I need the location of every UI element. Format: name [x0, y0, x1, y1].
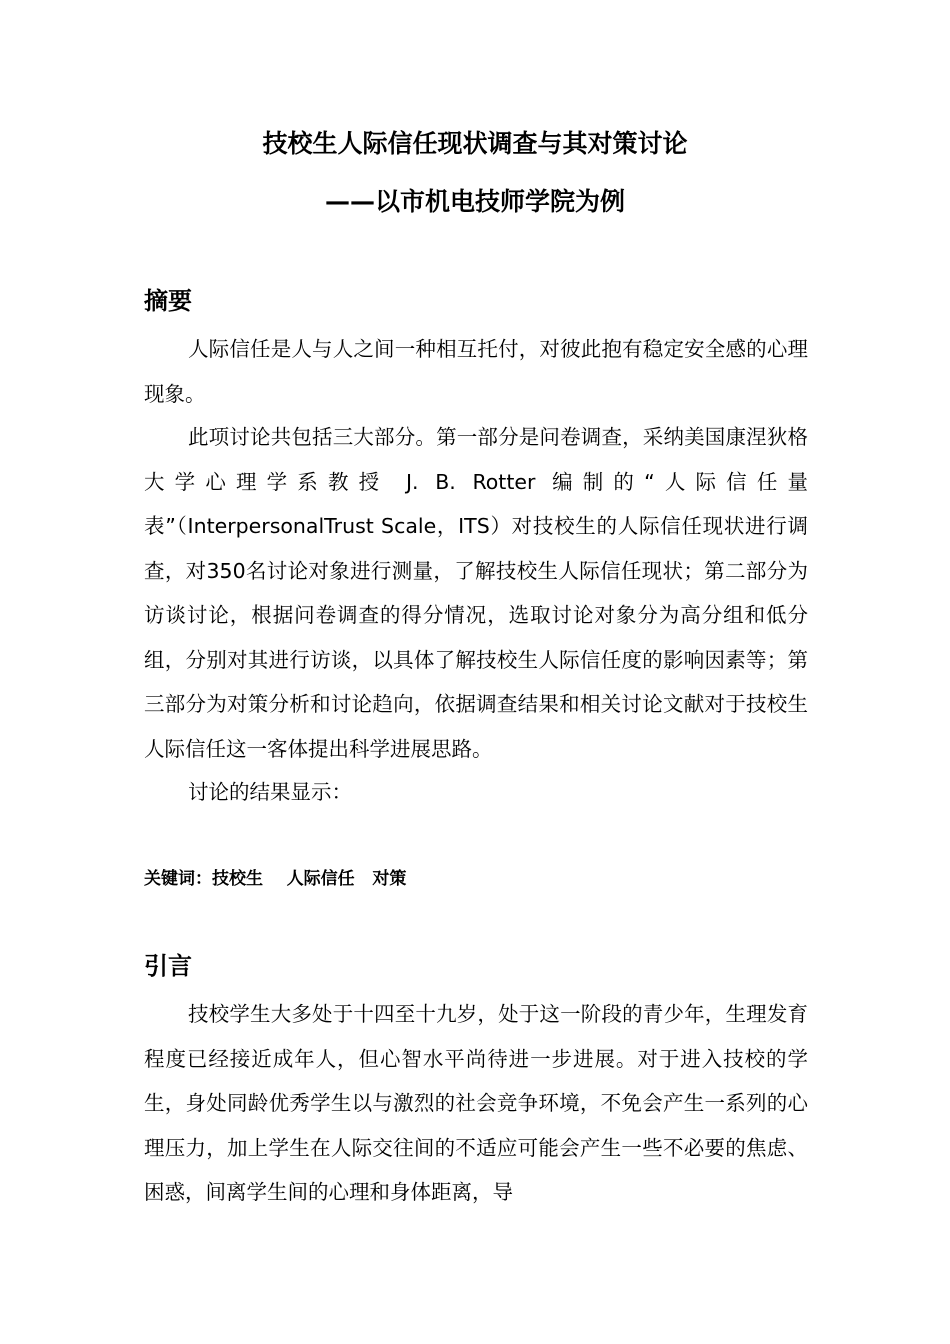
document-title: 技校生人际信任现状调查与其对策讨论 — [262, 129, 688, 158]
document-subtitle: ——以市机电技师学院为例 — [324, 187, 625, 216]
abstract-heading: 摘要 — [144, 287, 192, 315]
introduction-heading: 引言 — [144, 952, 192, 980]
introduction-paragraph: 技校学生大多处于十四至十九岁，处于这一阶段的青少年，生理发育程度已经接近成年人，但心智水平尚待进一步进展。对于进入技校的学生，身处同龄优秀学生以与激烈的社会竞争环境，不免会产生一系列的心理压力，加上学生在人际交往间的不适应可能会产生一些不必要的焦虑、困惑，间离学生间的心理和身体距离，导 — [144, 1002, 808, 1204]
keywords-label: 关键词： — [144, 869, 212, 889]
keywords-line — [144, 866, 406, 892]
abstract-paragraph-2: 此项讨论共包括三大部分。第一部分是问卷调查，采纳美国康涅狄格大学心理学系教授 J. B. Rotter 编制的“人际信任量表”（InterpersonalTrust Scale，ITS）对技校生的人际信任现状进行调查，对350名讨论对象进行测量，了解技校生人际信任现状；第二部分为访谈讨论，根据问卷调查的得分情况，选取讨论对象分为高分组和低分组，分别对其进行访谈，以具体了解技校生人际信任度的影响因素等；第三部分为对策分析和讨论趋向，依据调查结果和相关讨论文献对于技校生人际信任这一客体提出科学进展思路。 — [144, 425, 808, 761]
abstract-paragraph-1: 人际信任是人与人之间一种相互托付，对彼此抱有稳定安全感的心理现象。 — [144, 337, 808, 406]
abstract-paragraph-3: 讨论的结果显示： — [188, 780, 352, 804]
keywords-items: 技校生 人际信任 对策 — [212, 869, 407, 889]
